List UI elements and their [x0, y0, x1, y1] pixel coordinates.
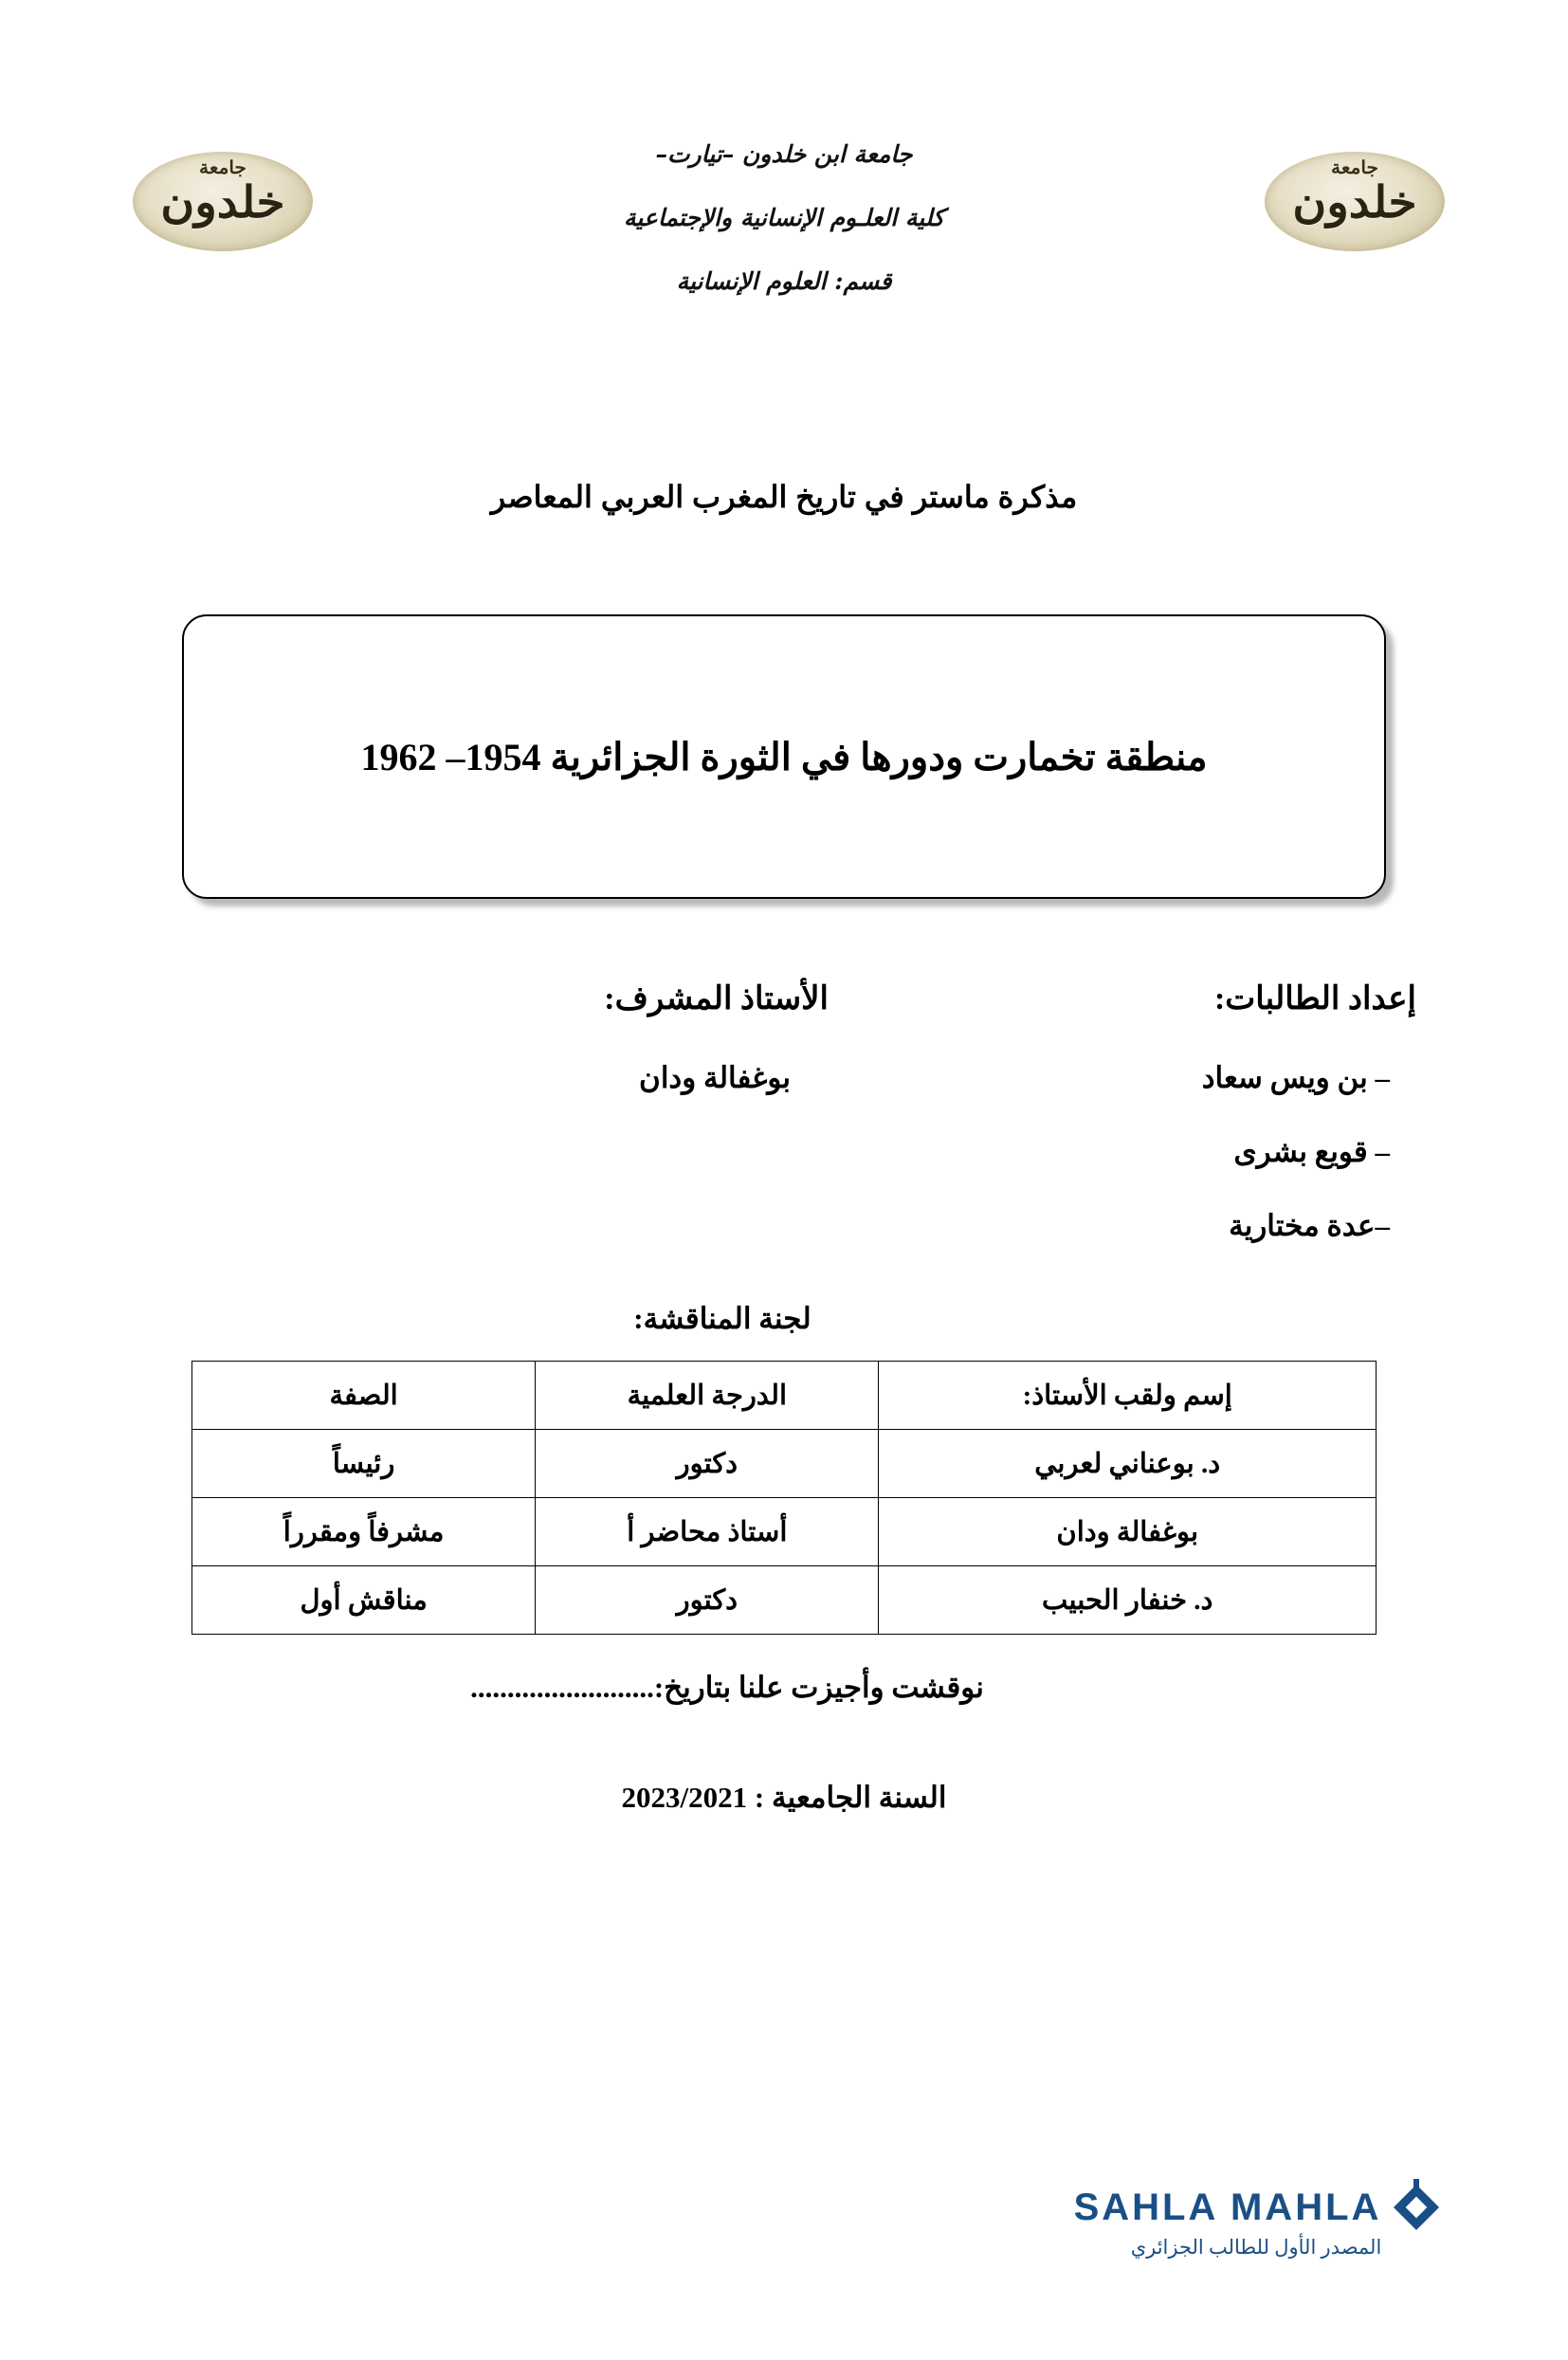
logo-small-text: جامعة	[1331, 157, 1378, 178]
watermark-subtitle: المصدر الأول للطالب الجزائري	[1130, 2236, 1382, 2259]
university-logo-right	[1265, 152, 1445, 251]
logo-ellipse	[1265, 152, 1445, 251]
supervisor-label: الأستاذ المشرف:	[604, 981, 829, 1016]
document-page	[0, 142, 1568, 2360]
header-zone	[0, 142, 1568, 389]
jury-member-role: مناقش أول	[192, 1566, 536, 1635]
title-box	[182, 614, 1386, 899]
watermark	[1052, 2181, 1460, 2259]
logo-calligraphy	[133, 152, 313, 251]
jury-member-role: مشرفاً ومقرراً	[192, 1498, 536, 1566]
header-role: الصفة	[192, 1362, 536, 1430]
jury-table	[191, 1361, 1377, 1635]
logo-ellipse	[133, 152, 313, 251]
university-logo-left	[133, 152, 313, 251]
thesis-title: منطقة تخمارت ودورها في الثورة الجزائرية 1954– 1962	[360, 735, 1208, 778]
memo-type-line: مذكرة ماستر في تاريخ المغرب العربي المعاصر	[490, 480, 1078, 514]
student-name: – بن ويس سعاد	[1201, 1061, 1390, 1094]
jury-member-degree: أستاذ محاضر أ	[536, 1498, 879, 1566]
university-name: جامعة ابن خلدون –تيارت–	[655, 140, 913, 168]
people-section	[0, 979, 1568, 1292]
watermark-row	[1052, 2181, 1460, 2234]
table-row	[192, 1566, 1377, 1635]
header-degree: الدرجة العلمية	[536, 1362, 879, 1430]
defense-date-line: نوقشت وأجيزت علنا بتاريخ:.........................	[470, 1671, 984, 1704]
student-name: –عدة مختارية	[1229, 1209, 1390, 1242]
department-name: قسم: العلوم الإنسانية	[676, 267, 892, 295]
students-label: إعداد الطالبات:	[1213, 981, 1416, 1016]
header-name: إسم ولقب الأستاذ:	[879, 1362, 1377, 1430]
jury-member-name: د. بوعناني لعربي	[879, 1430, 1377, 1498]
jury-member-name: د. خنفار الحبيب	[879, 1566, 1377, 1635]
table-row	[192, 1430, 1377, 1498]
supervisor-column	[604, 979, 829, 1095]
supervisor-name: بوغفالة ودان	[639, 1061, 791, 1094]
jury-member-name: بوغفالة ودان	[879, 1498, 1377, 1566]
logo-small-text: جامعة	[199, 157, 246, 178]
table-row	[192, 1498, 1377, 1566]
jury-label: لجنة المناقشة:	[633, 1302, 811, 1335]
academic-year-line: السنة الجامعية : 2023/2021	[621, 1781, 947, 1814]
watermark-text: SAHLA MAHLA	[1073, 2186, 1382, 2228]
faculty-name: كلية العلـوم الإنسانية والإجتماعية	[623, 204, 945, 231]
logo-main-text: خلدون	[1292, 175, 1417, 228]
title-box-wrapper	[182, 614, 1386, 899]
jury-member-role: رئيساً	[192, 1430, 536, 1498]
jury-member-degree: دكتور	[536, 1566, 879, 1635]
student-name: – قويع بشرى	[1233, 1135, 1390, 1168]
students-column	[1202, 979, 1416, 1283]
logo-main-text: خلدون	[160, 175, 285, 228]
table-header-row	[192, 1362, 1377, 1430]
logo-calligraphy	[1265, 152, 1445, 251]
jury-member-degree: دكتور	[536, 1430, 879, 1498]
sahla-mahla-logo-icon	[1395, 2181, 1438, 2234]
